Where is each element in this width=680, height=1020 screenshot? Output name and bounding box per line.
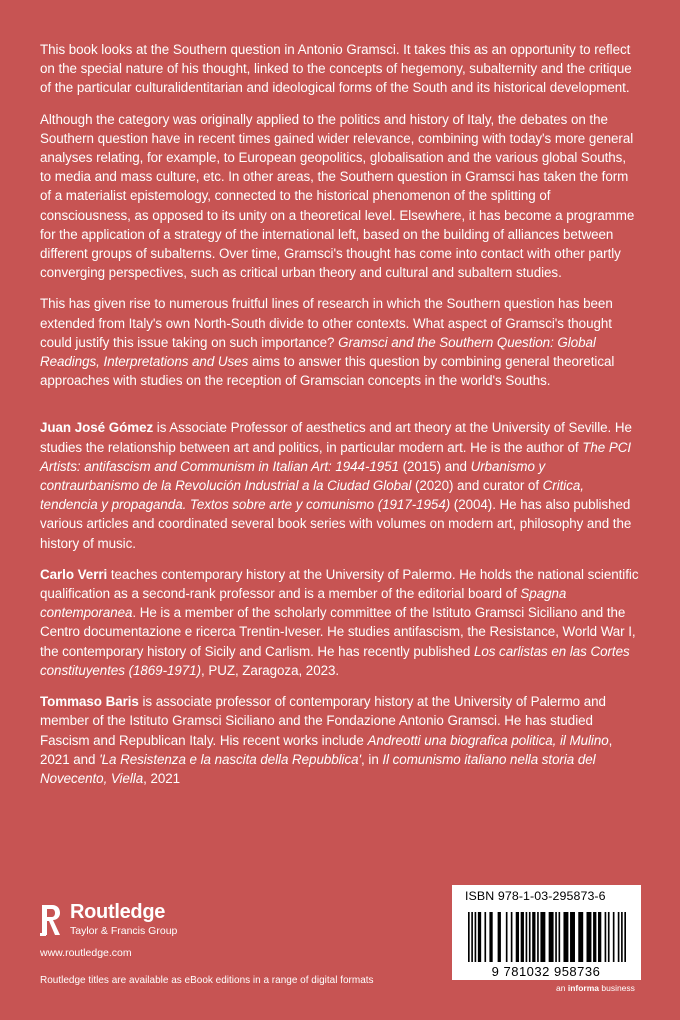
work-title: Urbanismo y contraurbanismo de la Revolución Industrial a la Ciudad Global [40,458,546,494]
bio-text: . He is a member of the scholarly committee of the Istituto Gramsci Siciliano and the Centro documentazione e ricerca Trentin-Iveser. He studies antifascism, the Resistance, World War I, the contemporary history of Sicily and Carlism. He has recently published [40,605,636,659]
barcode-bar [511,912,513,962]
bio-text: teaches contemporary history at the University of Palermo. He holds the national scientific qualification as a second-rank professor and is a member of the editorial board of [40,566,639,602]
barcode-bar [478,912,481,962]
barcode-bar [468,912,470,962]
ebook-note: Routledge titles are available as eBook editions in a range of digital formats [40,975,374,986]
bio-text: is associate professor of contemporary history at the University of Palermo and member of the Istituto Gramsci Siciliano and the Fondazione Antonio Gramsci. He has studied Fascism and Republican Italy. His recent works include [40,694,606,748]
bio-text: , 2021 and [40,732,613,767]
bio-text: (2020) and curator of [411,478,543,494]
barcode-bar [471,912,473,962]
work-title: Spagna contemporanea [40,586,567,621]
barcode-bar [624,912,626,962]
barcode-bar [516,912,519,962]
barcode-bar [506,912,508,962]
barcode-bar [593,912,596,962]
bio-baris [40,692,640,788]
barcode-bar [529,912,531,962]
author-name-baris: Tommaso Baris [40,694,139,710]
barcode-bar [549,912,554,962]
blurb-paragraph-3 [40,294,640,390]
barcode [452,908,641,980]
bio-text: , in [361,751,383,767]
blurb-paragraph-1: This book looks at the Southern question in Antonio Gramsci. It takes this as an opportunity to reflect on the special nature of his thought, linked to the concepts of hegemony, subalternity and the critique of the particular culturalidentitarian and ideological forms of the South and its historical development. [40,42,632,96]
work-title: Los carlistas en las Cortes constituyentes (1869-1971) [40,643,630,678]
barcode-bar [484,912,486,962]
blurb-paragraph-2: Although the category was originally applied to the politics and history of Italy, the debates on the Southern question have in recent times gained wider relevance, combining with today's more general analyses relating, for example, to European geopolitics, globalisation and the various global Souths, to media and mass culture, etc. In other areas, the Southern question in Gramsci has taken the form of a materialist epistemology, connected to the historical phenomenon of the splitting of consciousness, as opposed to its unity on a theoretical level. Elsewhere, it has become a programme for the application of a strategy of the international left, based on the building of alliances between different groups of subalterns. Over time, Gramsci's thought has come into contact with other partly converging perspectives, such as critical urban theory and cultural and subaltern studies. [40,111,635,281]
barcode-bar [598,912,601,962]
bio-text: (2004). He has also published various articles and coordinated several book series with volumes on modern art, philosophy and the history of music. [40,497,632,551]
barcode-bar [618,912,620,962]
barcode-bar [537,912,539,962]
barcode-bar [555,912,557,962]
barcode-bar [621,912,623,962]
barcode-bar [498,912,501,962]
barcode-bar [613,912,615,962]
blurb-p3-text-a: This has given rise to numerous fruitful lines of research in which the Southern question has been extended from Italy's own North-South divide to other contexts. What aspect of Gramsci's thought could justify this issue taking on such importance? [40,296,613,350]
barcode-bar [526,912,528,962]
bio-text: , 2021 [143,770,181,786]
barcode-bar [489,912,492,962]
barcode-bar [578,912,583,962]
bio-text: is Associate Professor of aesthetics and art theory at the University of Seville. He studies the relationship between art and politics, in particular modern art. He is the author of [40,420,632,455]
publisher-name: Routledge [70,901,166,923]
routledge-logo [40,901,200,939]
barcode-bar [521,912,524,962]
barcode-bar [570,912,575,962]
blurb-p3-text-b: aims to answer this question by combining general theoretical approaches with studies on the reception of Gramscian concepts in the world's Souths. [40,354,615,389]
bio-gomez [40,418,640,552]
barcode-bar [563,912,568,962]
informa-brand: informa [567,983,599,993]
publisher-group: Taylor & Francis Group [70,925,178,937]
barcode-bar [605,912,607,962]
bio-verri [40,565,640,680]
work-title: Andreotti una biografica politica, il Mulino [367,732,609,748]
work-title: Critica, tendencia y propaganda. Textos sobre arte y comunismo (1917-1954) [40,478,584,513]
informa-business [556,983,635,993]
author-name-verri: Carlo Verri [40,566,108,582]
barcode-bar [559,912,561,962]
barcode-bar [587,912,592,962]
cover-text [40,40,640,800]
author-name-gomez: Juan José Gómez [40,420,154,436]
routledge-r-icon [40,903,62,937]
barcode-bar [608,912,610,962]
book-title: Gramsci and the Southern Question: Global Readings, Interpretations and Uses [40,334,596,370]
publisher-url[interactable]: www.routledge.com [40,947,132,959]
bio-text: , PUZ, Zaragoza, 2023. [200,662,340,678]
isbn-label: ISBN 978-1-03-295873-6 [465,889,606,903]
barcode-bar [540,912,545,962]
work-title: 'La Resistenza e la nascita della Repubblica' [99,751,362,767]
work-title: Il comunismo italiano nella storia del Novecento, Viella [40,751,596,786]
informa-prefix: an [556,983,568,993]
work-title: The PCI Artists: antifascism and Communism in Italian Art: 1944-1951 [40,439,632,474]
barcode-bar [475,912,477,962]
barcode-bar [532,912,535,962]
bio-text: (2015) and [398,458,471,474]
isbn-barcode-box [452,885,641,980]
informa-suffix: business [599,983,635,993]
barcode-digits: 9 781032 958736 [491,964,601,979]
